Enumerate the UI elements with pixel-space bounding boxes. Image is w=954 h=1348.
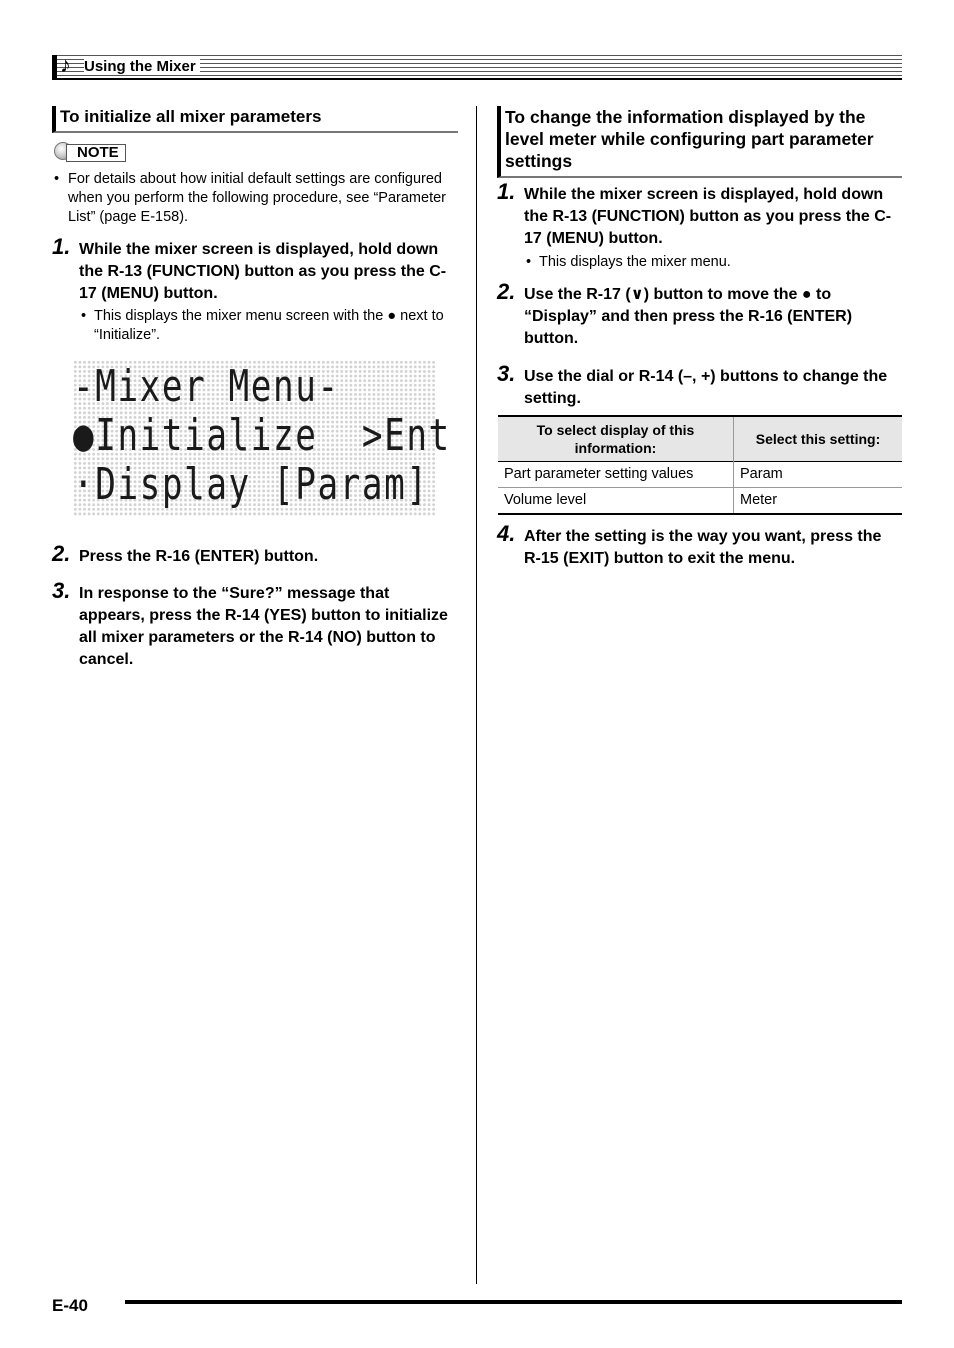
lcd-line-2: ●Initialize >Ent <box>73 410 451 461</box>
left-step-1-bullet: • This displays the mixer menu screen with the ● next to “Initialize”. <box>81 307 458 345</box>
step-number: 2. <box>52 541 71 566</box>
step-text: After the setting is the way you want, press the R-15 (EXIT) button to exit the menu. <box>524 528 882 567</box>
step-text: Use the R-17 (∨) button to move the ● to “Display” and then press the R-16 (ENTER) button. <box>524 286 853 347</box>
running-header-title: Using the Mixer <box>84 58 200 75</box>
step-number: 1. <box>52 234 71 259</box>
display-setting-table <box>498 415 902 515</box>
table-row <box>498 488 902 515</box>
header-bar <box>52 55 57 78</box>
bullet-text: This displays the mixer menu screen with the ● next to “Initialize”. <box>94 308 444 343</box>
column-divider <box>476 106 477 1284</box>
table-header-cell: To select display of this information: <box>498 416 734 462</box>
left-step-3 <box>52 578 448 671</box>
right-step-2 <box>497 279 902 350</box>
table-cell: Param <box>734 462 903 488</box>
left-section-heading <box>52 106 458 133</box>
lcd-screen <box>73 360 451 516</box>
step-text: Press the R-16 (ENTER) button. <box>79 548 319 565</box>
right-heading-text: To change the information displayed by the level meter while configuring part parameter settings <box>505 107 874 171</box>
right-step-1 <box>497 179 902 250</box>
right-step-4 <box>497 521 902 570</box>
footer-rule <box>125 1300 902 1304</box>
right-section-heading <box>497 106 902 178</box>
left-heading-text: To initialize all mixer parameters <box>60 107 322 126</box>
table-cell: Meter <box>734 488 903 515</box>
right-step-3 <box>497 361 902 410</box>
table-header-cell: Select this setting: <box>734 416 903 462</box>
step-text: While the mixer screen is displayed, hold down the R-13 (FUNCTION) button as you press the C-17 (MENU) button. <box>79 241 447 302</box>
note-badge <box>54 142 126 162</box>
step-number: 4. <box>497 521 516 546</box>
music-note-icon: ♪ <box>60 52 71 77</box>
step-text: While the mixer screen is displayed, hold down the R-13 (FUNCTION) button as you press the C-17 (MENU) button. <box>524 186 892 247</box>
left-step-1 <box>52 234 458 305</box>
lcd-line-3: ·Display [Param] <box>73 459 429 510</box>
bullet-text: This displays the mixer menu. <box>539 254 731 270</box>
step-number: 3. <box>52 578 71 603</box>
lcd-line-1: -Mixer Menu- <box>73 361 340 412</box>
step-number: 3. <box>497 361 516 386</box>
step-text: In response to the “Sure?” message that appears, press the R-14 (YES) button to initialize all mixer parameters or the R-14 (NO) button to cancel. <box>79 585 448 668</box>
page-number: E-40 <box>52 1296 88 1315</box>
table-cell: Volume level <box>498 488 734 515</box>
note-bullet-text: For details about how initial default settings are configured when you perform the following procedure, see “Parameter List” (page E-158). <box>68 171 446 225</box>
table-cell: Part parameter setting values <box>498 462 734 488</box>
table-row <box>498 462 902 488</box>
step-number: 1. <box>497 179 516 204</box>
note-label: NOTE <box>66 144 126 162</box>
left-step-2 <box>52 541 458 568</box>
table-header-row <box>498 416 902 462</box>
step-number: 2. <box>497 279 516 304</box>
right-step-1-bullet: • This displays the mixer menu. <box>526 253 902 272</box>
note-bullet: • For details about how initial default settings are configured when you perform the following procedure, see “Parameter List” (page E-158). <box>54 170 458 227</box>
step-text: Use the dial or R-14 (–, +) buttons to change the setting. <box>524 368 888 407</box>
